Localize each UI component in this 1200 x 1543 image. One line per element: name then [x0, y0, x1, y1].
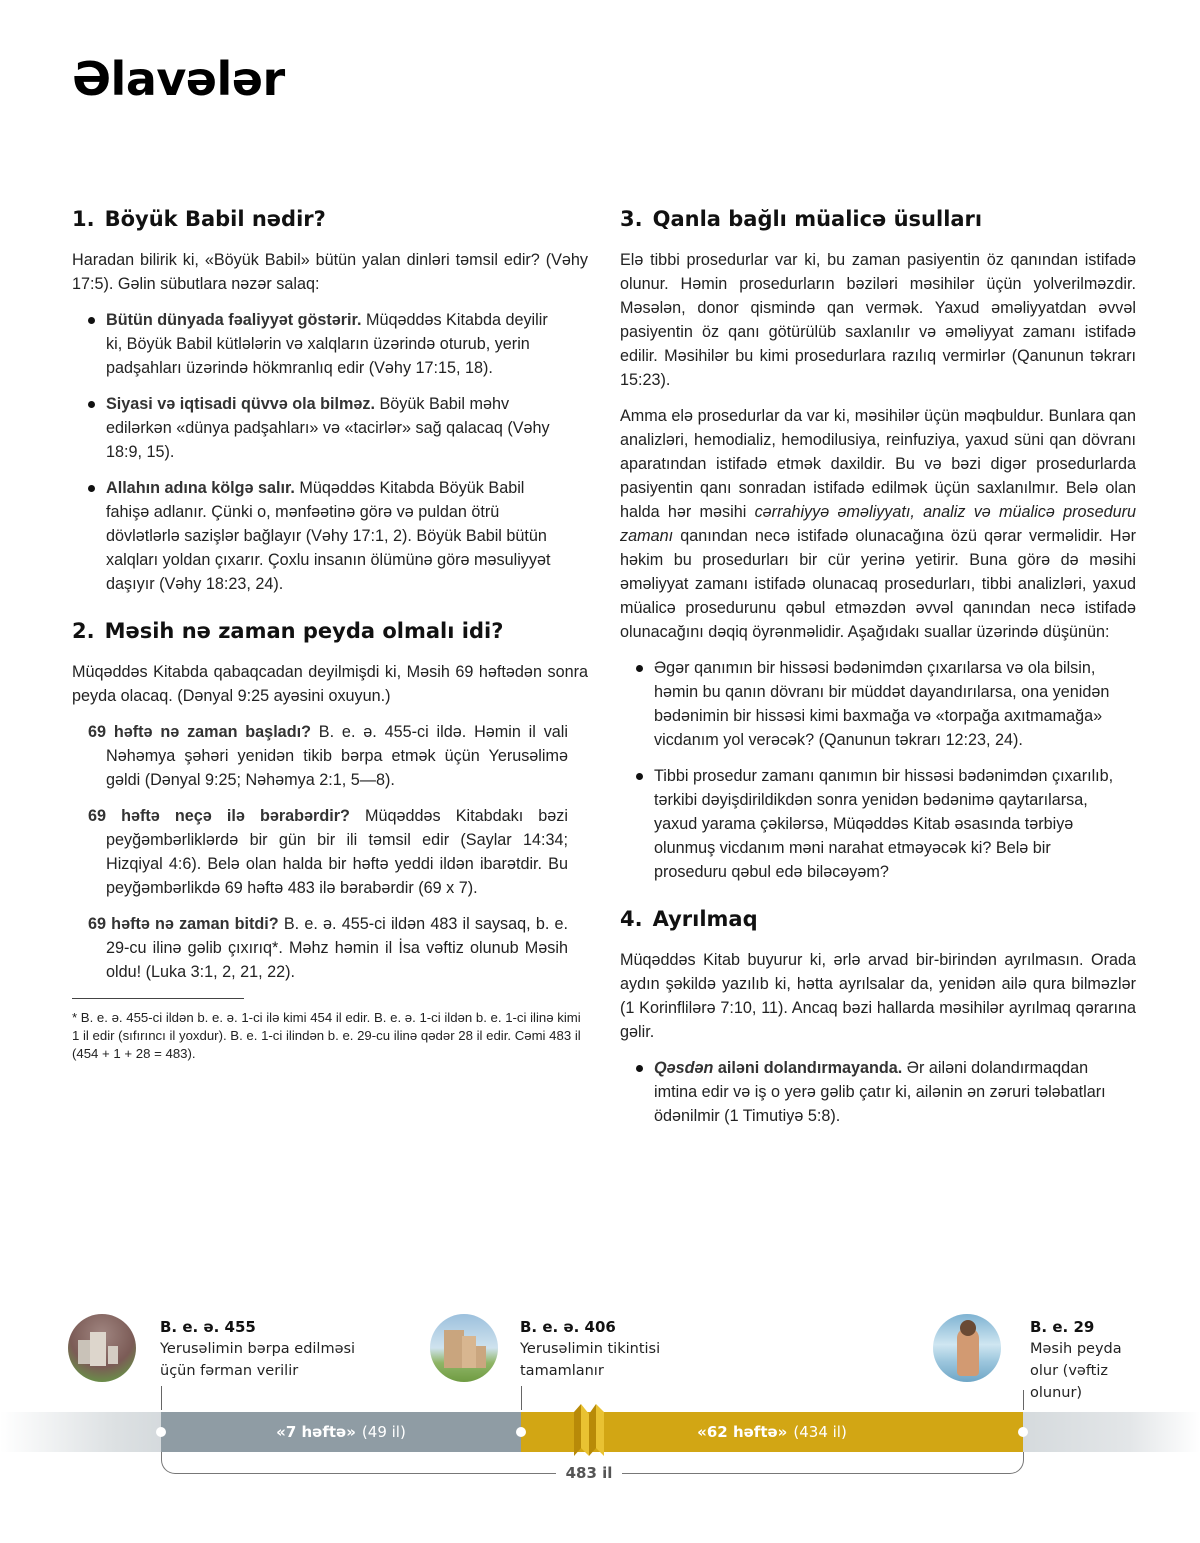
- section-number: 1.: [72, 207, 95, 231]
- rebuilt-walls-image: [430, 1314, 498, 1382]
- qa-question: 69 həftə neçə ilə bərabərdir?: [88, 807, 350, 825]
- event-description: olunur): [1030, 1385, 1083, 1401]
- bullet-item: [636, 1056, 1136, 1128]
- section-title-text: Böyük Babil nədir?: [104, 207, 326, 231]
- bullet-lead: Allahın adına kölgə salır.: [106, 479, 295, 497]
- bullet-emphasis: Qəsdən: [654, 1059, 714, 1077]
- intro-paragraph: Haradan bilirik ki, «Böyük Babil» bütün yalan dinləri təmsil edir? (Vəhy 17:5). Gəlin sübutlara nəzər salaq:: [72, 251, 588, 293]
- paragraph-text: Amma elə prosedurlar da var ki, məsihilər üçün məqbuldur. Bunlara qan analizləri, hemodializ, hemodilusiya, reinfuziya, yaxud süni qan dövranı aparatından istifadə etmək daxildir. Bu və bəzi digər prosedurlarda pasiyentin qanı sonradan istifadə edilmək üçün saxlanılmır. Belə olan halda hər məsihi: [620, 407, 1136, 521]
- timeline-bar-after: [1023, 1412, 1200, 1452]
- paragraph-text: qanından necə istifadə olunacağına özü qərar verməlidir. Hər həkim bu prosedurları bir cür yerinə yetirir. Buna görə də məsihi əməliyyat zamanı istifadə olunacaq prosedurları, tibbi analizləri, yaxud müalicə prosedurunu qəbul etməzdən əvvəl qanından necə istifadə olunacağını dəqiq öyrənməlidir. Aşağıdakı suallar üzərində düşünün:: [620, 527, 1136, 641]
- paragraph: Elə tibbi prosedurlar var ki, bu zaman pasiyentin öz qanından istifadə olunur. Həmin prosedurların bəziləri məsihilər üçün yolverilməzdir. Məsələn, donor qismində qan vermək. Yaxud əməliyyatdan əvvəl pasiyentin öz qanı götürülüb saxlanılır və əməliyyat zamanı istifadə edilir. Məsihilər bu kimi prosedurlara razılıq vermirlər (Qanunun təkrarı 15:23).: [620, 251, 1136, 389]
- bullet-item: [636, 656, 1136, 752]
- bullet-text: Müqəddəs Kitabda deyilir ki, Böyük Babil kütlələrin və xalqların üzərində oturub, yerin padşahları üzərində hökmranlıq edir (Vəhy 17:15, 18).: [106, 311, 548, 377]
- event-description: Məsih peyda: [1030, 1341, 1122, 1357]
- section-messiah-timing: [72, 616, 588, 1063]
- bullet-text: Tibbi prosedur zamanı qanımın bir hissəsi bədənimdən çıxarılıb, tərkibi dəyişdirildikdən sonra yenidən bədənimə qaytarılarsa, yaxud yarama çəkilərsə, Müqəddəs Kitab əsasında tərbiyə olunmuş vicdanım məni narahat etməyəcək ki? Belə bir proseduru qəbul edə biləcəyəm?: [654, 767, 1114, 881]
- event-date: B. e. ə. 406: [520, 1318, 616, 1336]
- section-title-text: Məsih nə zaman peyda olmalı idi?: [104, 619, 504, 643]
- bullet-item: [88, 392, 588, 464]
- bullet-text: Ər ailəni dolandırmaqdan imtina edir və iş o yerə gəlib çatır ki, ailənin ən zəruri tələbatları ödənilmir (1 Timutiyə 5:8).: [654, 1059, 1106, 1125]
- qa-item: [88, 912, 568, 984]
- section-title: [620, 204, 1136, 234]
- timeline-event-455bc: [160, 1316, 355, 1382]
- qa-question: 69 həftə nə zaman başladı?: [88, 723, 311, 741]
- intro-paragraph: Müqəddəs Kitabda qabaqcadan deyilmişdi ki, Məsih 69 həftədən sonra peyda olacaq. (Dənyal 9:25 ayəsini oxuyun.): [72, 663, 588, 705]
- section-separation: [620, 904, 1136, 1128]
- segment-label: «62 həftə»: [697, 1423, 788, 1441]
- bullet-list: [636, 1056, 1136, 1128]
- event-description: Yerusəlimin bərpa edilməsi: [160, 1341, 356, 1357]
- timeline-marker: [1018, 1427, 1028, 1437]
- section-number: 2.: [72, 619, 95, 643]
- section-title-text: Ayrılmaq: [652, 907, 758, 931]
- section-number: 4.: [620, 907, 643, 931]
- segment-7-weeks: [161, 1412, 521, 1452]
- paragraph: Müqəddəs Kitab buyurur ki, ərlə arvad bir-birindən ayrılmasın. Orada aydın şəkildə yazılıb ki, hətta ayrılsalar da, yenidən ailə qura bilməzlər (1 Korinflilərə 7:10, 11). Ancaq bəzi hallarda məsihilər ayrılmaq qərarına gəlir.: [620, 951, 1136, 1041]
- segment-years: (434 il): [793, 1423, 847, 1441]
- qa-item: [88, 720, 568, 792]
- emphasis-text: cərrahiyyə əməliyyatı, analiz və müalicə proseduru zamanı: [620, 503, 1136, 545]
- bullet-text: Əgər qanımın bir hissəsi bədənimdən çıxarılarsa və ola bilsin, həmin bu qanın dövranı bir müddət dayandırılarsa, ona yenidən bədənimin bir hissəsi kimi baxmağa və «torpağa axıtmamağa» vicdanım yol verəcək? (Qanunun təkrarı 12:23, 24).: [654, 659, 1110, 749]
- footnote: * B. e. ə. 455-ci ildən b. e. ə. 1-ci ilə kimi 454 il edir. B. e. ə. 1-ci ildən b. e. 1-ci ilinə kimi 1 il edir (sıfırıncı il yoxdur). B. e. 1-ci ilindən b. e. 29-cu ilinə qədər 28 il edir. Cəmi 483 il (454 + 1 + 28 = 483).: [72, 1010, 581, 1061]
- bullet-text: Böyük Babil məhv edilərkən «dünya padşahları» və «tacirlər» sağ qalacaq (Vəhy 18:9, 15).: [106, 395, 550, 461]
- paragraph: [620, 404, 1136, 644]
- section-great-babylon: [72, 204, 588, 596]
- right-column: [620, 204, 1136, 1148]
- section-title: [72, 616, 588, 646]
- baptism-image: [933, 1314, 1001, 1382]
- qa-answer: B. e. ə. 455-ci ildə. Həmin il vali Nəhəmya şəhəri yenidən tikib bərpa etmək üçün Yerusəlimə gəldi (Dənyal 9:25; Nəhəmya 2:1, 5—8).: [106, 723, 568, 789]
- segment-years: (49 il): [361, 1423, 406, 1441]
- timeline-tick: [1023, 1390, 1024, 1410]
- timeline-tick: [521, 1386, 522, 1410]
- qa-question: 69 həftə nə zaman bitdi?: [88, 915, 279, 933]
- total-span-label: 483 il: [556, 1464, 622, 1482]
- section-title: [620, 904, 1136, 934]
- timeline-event-29ce: [1030, 1316, 1122, 1404]
- bullet-text: Müqəddəs Kitabda Böyük Babil fahişə adlanır. Çünki o, mənfəətinə görə və puldan ötrü dövlətlərlə sazişlər bağlayır (Vəhy 17:1, 2). Böyük Babil bütün xalqları yoldan çıxarır. Çoxlu insanın ölümünə görə məsuliyyət daşıyır (Vəhy 18:23, 24).: [106, 479, 551, 593]
- bullet-item: [88, 476, 588, 596]
- section-number: 3.: [620, 207, 643, 231]
- bullet-lead: Siyasi və iqtisadi qüvvə ola bilməz.: [106, 395, 375, 413]
- event-date: B. e. ə. 455: [160, 1318, 256, 1336]
- bullet-list: [636, 656, 1136, 884]
- page-title: Əlavələr: [72, 52, 285, 106]
- timeline-graphic: [0, 1300, 1200, 1500]
- timeline-marker: [516, 1427, 526, 1437]
- event-description: üçün fərman verilir: [160, 1363, 299, 1379]
- qa-item: [88, 804, 568, 900]
- bullet-item: [88, 308, 588, 380]
- timeline-bar-before: [0, 1412, 161, 1452]
- segment-label: «7 həftə»: [276, 1423, 356, 1441]
- event-description: olur (vəftiz: [1030, 1363, 1108, 1379]
- event-description: Yerusəlimin tikintisi: [520, 1341, 661, 1357]
- qa-answer: B. e. ə. 455-ci ildən 483 il saysaq, b. e. 29-cu ilinə gəlib çıxırıq*. Məhz həmin il İsa vəftiz olunub Məsih oldu! (Luka 3:1, 2, 21, 22).: [106, 915, 569, 981]
- section-title: [72, 204, 588, 234]
- section-title-text: Qanla bağlı müalicə üsulları: [652, 207, 983, 231]
- timeline-tick: [161, 1386, 162, 1410]
- bullet-item: [636, 764, 1136, 884]
- qa-answer: Müqəddəs Kitabdakı bəzi peyğəmbərliklərdə bir gün bir ili təmsil edir (Saylar 14:34; Hizqiyal 4:6). Belə olan halda bir həftə yeddi ildən ibarətdir. Bu peyğəmbərlikdə 69 həftə 483 ilə bərabərdir (69 x 7).: [106, 807, 568, 897]
- footnote-divider: [72, 998, 244, 999]
- bullet-lead: ailəni dolandırmayanda.: [713, 1059, 903, 1077]
- section-blood-procedures: [620, 204, 1136, 884]
- event-date: B. e. 29: [1030, 1318, 1095, 1336]
- time-break-fold-icon: [574, 1404, 604, 1456]
- event-description: tamamlanır: [520, 1363, 604, 1379]
- bullet-list: [88, 308, 588, 596]
- timeline-event-406bc: [520, 1316, 660, 1382]
- bullet-lead: Bütün dünyada fəaliyyət göstərir.: [106, 311, 362, 329]
- timeline-marker: [156, 1427, 166, 1437]
- ruined-city-image: [68, 1314, 136, 1382]
- left-column: [72, 204, 588, 1083]
